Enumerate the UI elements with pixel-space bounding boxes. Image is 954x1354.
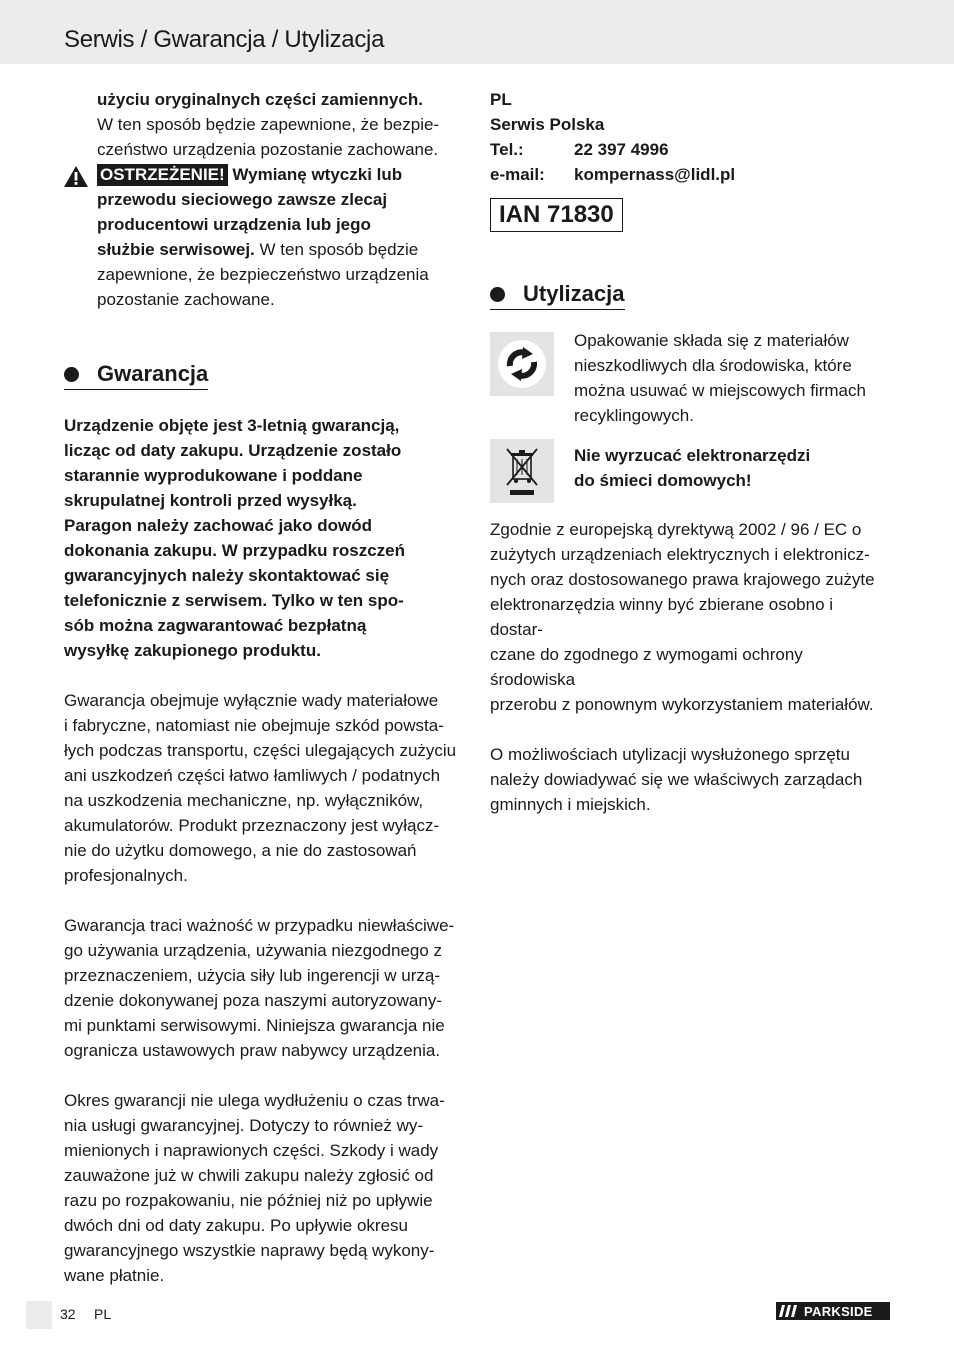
intro-block [64,87,464,162]
text-line: Okres gwarancji nie ulega wydłużeniu o czas trwa- [64,1091,445,1110]
recycle-row [490,332,890,428]
text-line: nia usługi gwarancyjnej. Dotyczy to również wy- [64,1116,424,1135]
text-line: gminnych i miejskich. [490,795,651,814]
text-line: Gwarancja traci ważność w przypadku niewłaściwe- [64,916,455,935]
text-line: Opakowanie składa się z materiałów [574,331,849,350]
text-line: ani uszkodzeń części łatwo łamliwych / podatnych [64,766,441,785]
text-line: należy dowiadywać się we właściwych zarządach [490,770,863,789]
email-label: e-mail: [490,165,545,184]
text-line: nie do użytku domowego, a nie do zastosowań [64,841,417,860]
left-column [64,87,464,1288]
text-line: telefonicznie z serwisem. Tylko w ten spo- [64,591,404,610]
guarantee-heading: Gwarancja [64,360,208,390]
guarantee-bold-paragraph [64,413,464,663]
disposal-heading-wrap [490,280,890,310]
recycle-text [574,328,890,428]
text-line: profesjonalnych. [64,866,188,885]
service-name: Serwis Polska [490,115,605,134]
text-line: można usuwać w miejscowych firmach [574,381,866,400]
text-line: zużytych urządzeniach elektrycznych i elektronicz- [490,545,870,564]
text-line: gwarancyjnych należy skontaktować się [64,566,390,585]
text-line: Zgodnie z europejską dyrektywą 2002 / 96 / EC o [490,520,862,539]
text-line: licząc od daty zakupu. Urządzenie zostało [64,441,402,460]
intro-bold-line: użyciu oryginalnych części zamiennych. [97,90,423,109]
text-line: wysyłkę zakupionego produktu. [64,641,321,660]
bin-text [574,443,890,493]
bin-row [490,439,890,503]
country-code: PL [490,90,512,109]
brand-logo [776,1302,890,1320]
text-line: razu po rozpakowaniu, nie później niż po upływie [64,1191,433,1210]
footer-language: PL [94,1306,112,1322]
warning-line: przewodu sieciowego zawsze zlecaj [97,190,388,209]
page-header [0,0,954,64]
page-number: 32 [60,1306,76,1322]
guarantee-heading-wrap [64,360,464,390]
warning-label: OSTRZEŻENIE! [97,164,228,186]
text-line: Gwarancja obejmuje wyłącznie wady materiałowe [64,691,439,710]
text-line: zauważone już w chwili zakupu należy zgłosić od [64,1166,434,1185]
brand-stripes-icon [776,1302,804,1320]
text-line: skrupulatnej kontroli przed wysyłką. [64,491,357,510]
email-row [490,162,890,187]
text-line: dzenie dokonywanej poza naszymi autoryzowany- [64,991,442,1010]
guarantee-paragraph-1 [64,688,464,888]
green-dot-recycle-icon [496,338,548,390]
crossed-out-bin-icon [502,445,542,497]
text-line: starannie wyprodukowane i poddane [64,466,363,485]
service-contact [490,87,890,187]
text-line: akumulatorów. Produkt przeznaczony jest wyłącz- [64,816,440,835]
email-value: kompernass@lidl.pl [574,165,736,184]
text-line: dwóch dni od daty zakupu. Po upływie okresu [64,1216,408,1235]
text-line: nieszkodliwych dla środowiska, które [574,356,852,375]
phone-row [490,137,890,162]
ian-wrap [490,198,890,232]
brand-name: PARKSIDE [804,1303,873,1319]
text-line: do śmieci domowych! [574,471,752,490]
text-line: O możliwościach utylizacji wysłużonego sprzętu [490,745,850,764]
directive-paragraph [490,517,890,717]
text-line: go używania urządzenia, używania niezgodnego z [64,941,443,960]
page-title: Serwis / Gwarancja / Utylizacja [64,26,385,53]
text-line: wane płatnie. [64,1266,165,1285]
text-line: Nie wyrzucać elektronarzędzi [574,446,811,465]
guarantee-paragraph-2 [64,913,464,1063]
warning-line: producentowi urządzenia lub jego [97,215,371,234]
warning-line: służbie serwisowej. W ten sposób będzie [97,240,419,259]
text-line: dokonania zakupu. W przypadku roszczeń [64,541,405,560]
phone-value: 22 397 4996 [574,140,669,159]
warning-block [64,162,464,312]
text-line: Paragon należy zachować jako dowód [64,516,372,535]
warning-line: OSTRZEŻENIE! Wymianę wtyczki lub [97,162,464,187]
phone-label: Tel.: [490,140,524,159]
text-line: czane do zgodnego z wymogami ochrony środowiska [490,645,803,689]
text-line: na uszkodzenia mechaniczne, np. wyłączników, [64,791,424,810]
warning-line: pozostanie zachowane. [97,290,275,309]
info-paragraph [490,742,890,817]
text-line: i fabryczne, natomiast nie obejmuje szkód powsta- [64,716,444,735]
bin-icon-box [490,439,554,503]
ian-number: IAN 71830 [490,198,623,232]
text-line: przerobu z ponownym wykorzystaniem materiałów. [490,695,874,714]
text-line: nych oraz dostosowanego prawa krajowego zużyte [490,570,875,589]
text-line: recyklingowych. [574,406,694,425]
text-line: przeznaczeniem, użycia siły lub ingerencji w urzą- [64,966,441,985]
bullet-icon [490,287,505,302]
warning-triangle-icon [64,166,88,187]
text-line: ogranicza ustawowych praw nabywcy urządzenia. [64,1041,441,1060]
guarantee-paragraph-3 [64,1088,464,1288]
intro-line: czeństwo urządzenia pozostanie zachowane. [97,140,439,159]
recycle-icon-box [490,332,554,396]
warning-line: zapewnione, że bezpieczeństwo urządzenia [97,265,429,284]
text-line: gwarancyjnego wszystkie naprawy będą wykony- [64,1241,435,1260]
footer-page-box [26,1301,52,1329]
text-line: łych podczas transportu, części ulegających zużyciu [64,741,457,760]
intro-line: W ten sposób będzie zapewnione, że bezpie- [97,115,440,134]
bullet-icon [64,367,79,382]
right-column [490,87,890,817]
text-line: Urządzenie objęte jest 3-letnią gwarancją, [64,416,400,435]
text-line: sób można zagwarantować bezpłatną [64,616,367,635]
text-line: elektronarzędzia winny być zbierane osobno i dostar- [490,595,834,639]
text-line: mi punktami serwisowymi. Niniejsza gwarancja nie [64,1016,445,1035]
disposal-heading: Utylizacja [490,280,625,310]
text-line: mienionych i naprawionych części. Szkody i wady [64,1141,439,1160]
